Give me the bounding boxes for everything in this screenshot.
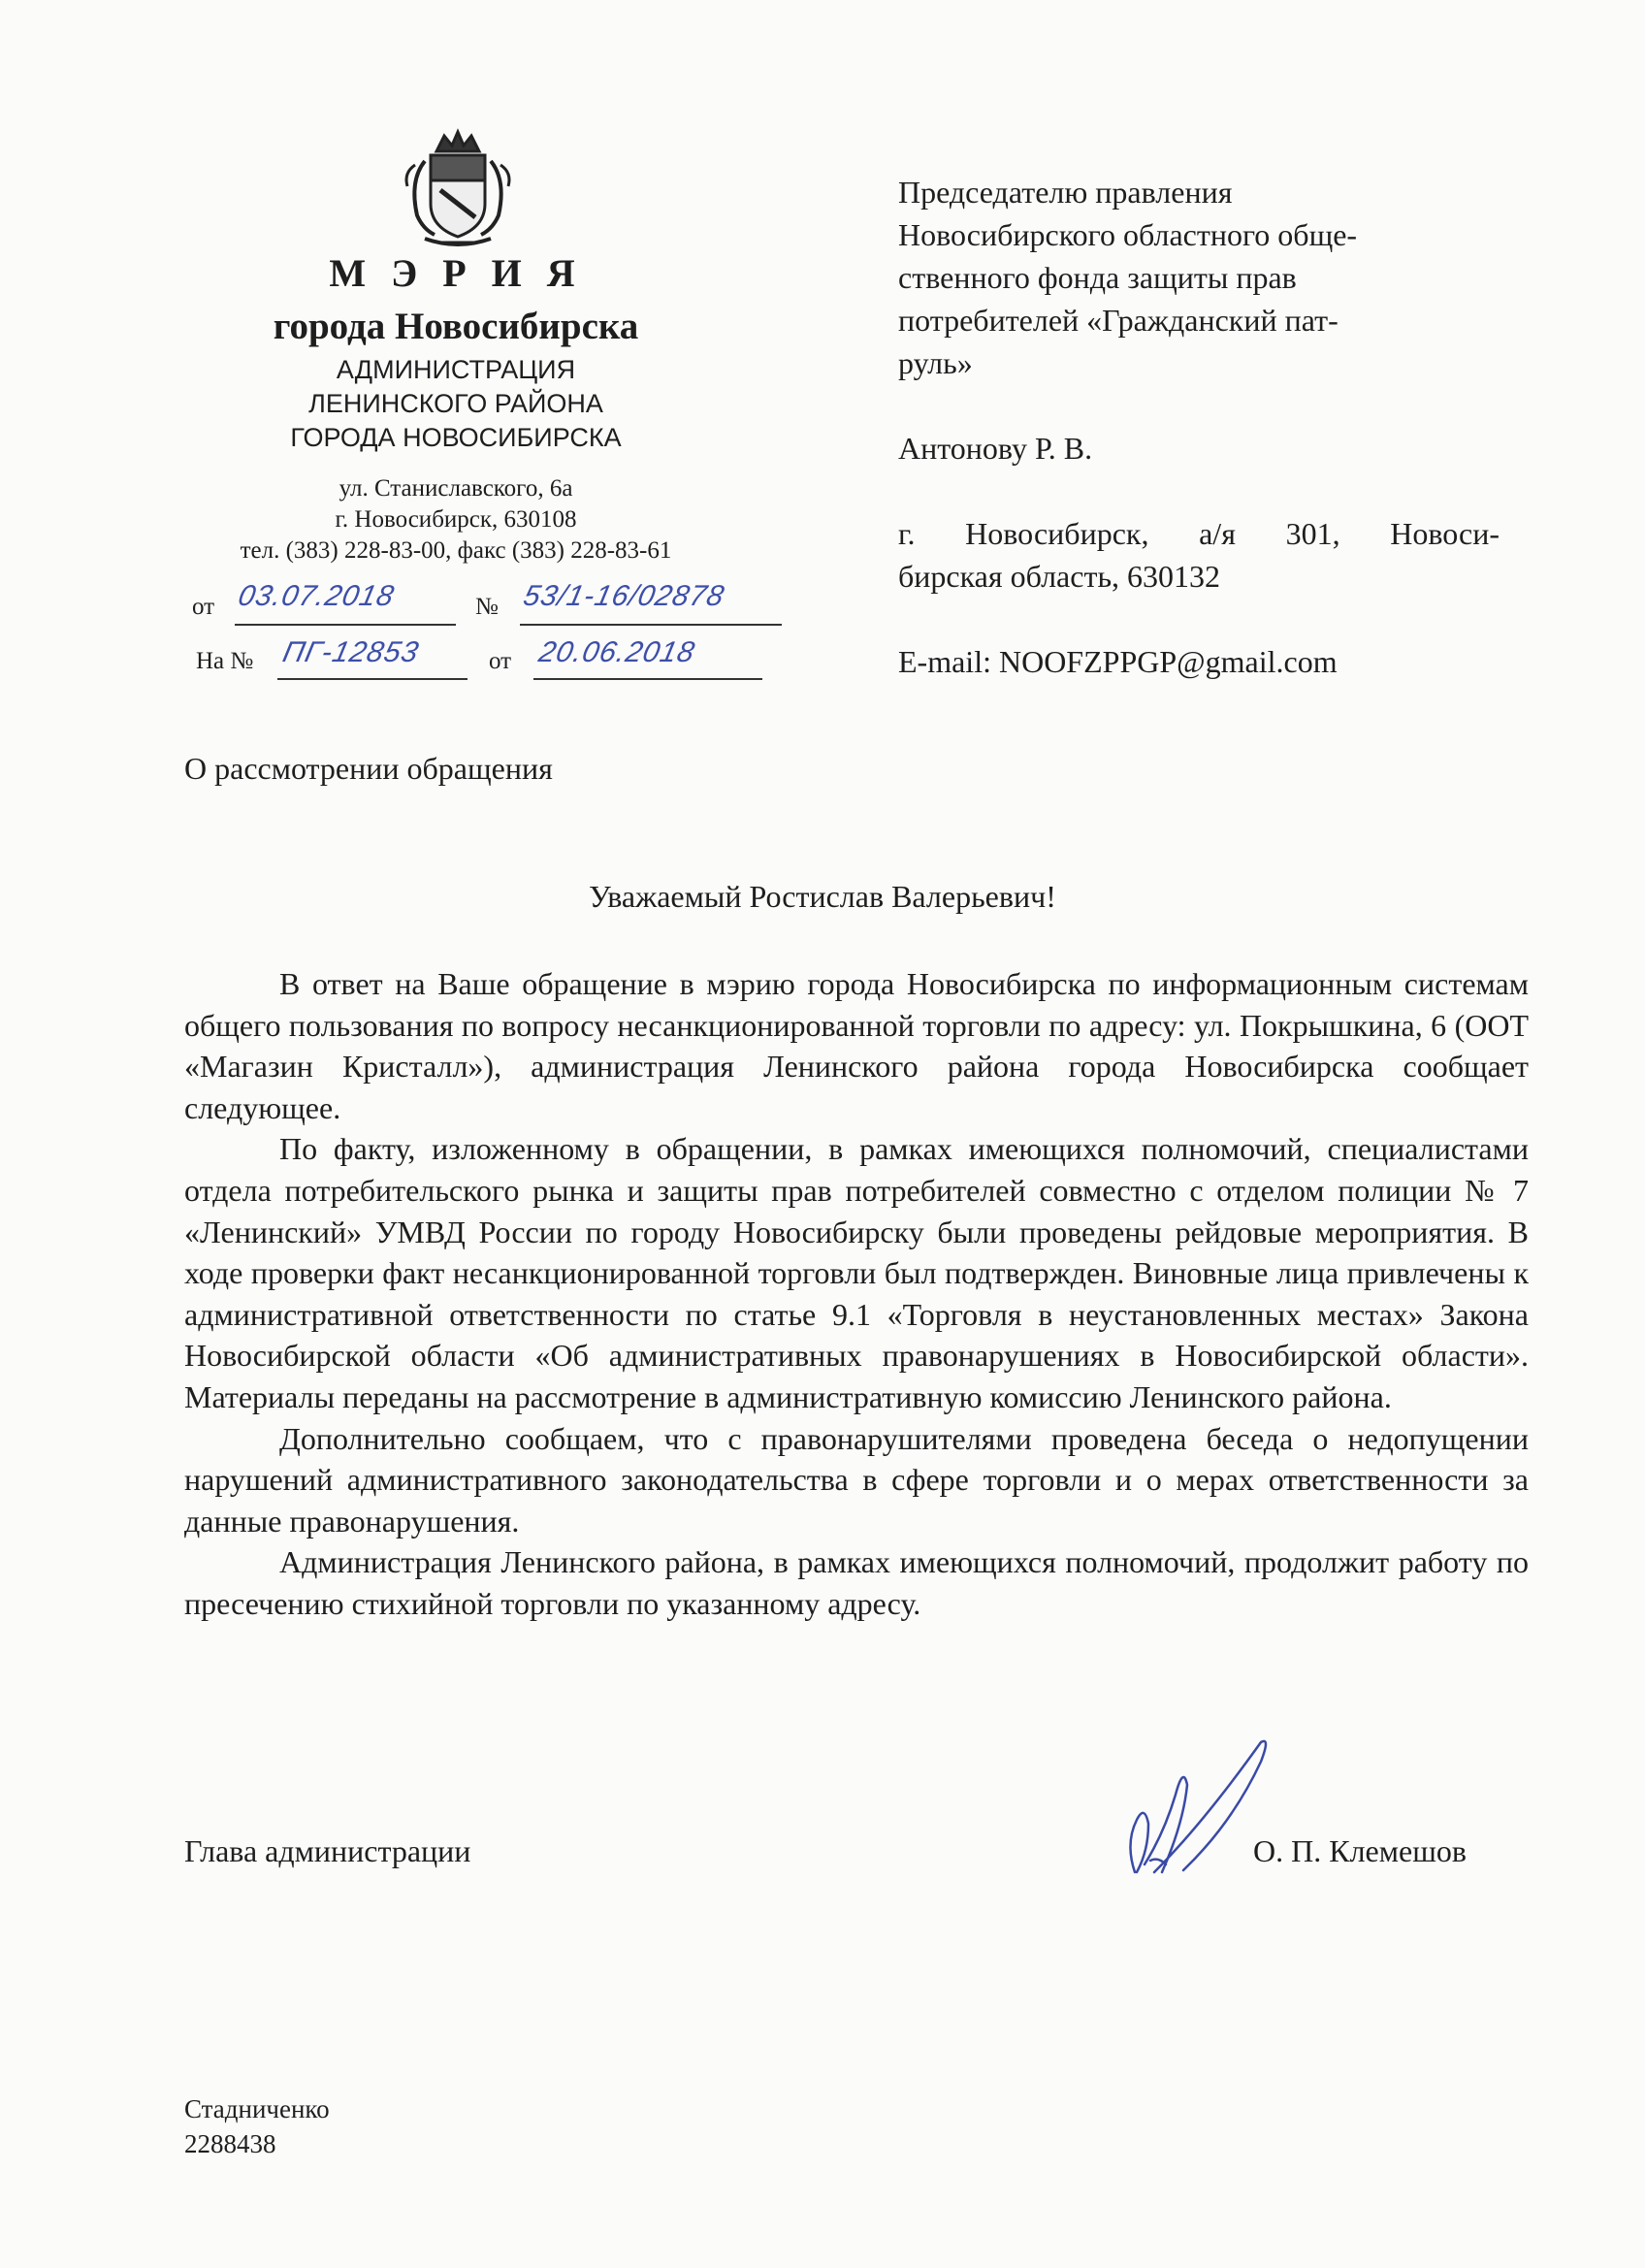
executor-name: Стадниченко (184, 2094, 330, 2123)
reg-ref-from-label: от (489, 648, 512, 674)
reg-ref-date-underline (533, 678, 762, 680)
letter-subject: О рассмотрении обращения (184, 751, 553, 786)
addressee-address-line: бирская область, 630132 (898, 559, 1221, 594)
letter-body (184, 963, 1529, 1625)
addressee-block (898, 171, 1500, 683)
letter-greeting: Уважаемый Ростислав Валерьевич! (589, 879, 1056, 914)
body-paragraph: По факту, изложенному в обращении, в рамках имеющихся полномочий, специалистами отдела потребительского рынка и защиты прав потребителей совместно с отделом полиции № 7 «Ленинский» УМВД России по городу Новосибирску были проведены рейдовые мероприятия. В ходе проверки факт несанкционированной торговли был подтвержден. Виновные лица привлечены к административной ответственности по статье 9.1 «Торговля в неустановленных местах» Закона Новосибирской области «Об административных правонарушениях в Новосибирской области». Материалы переданы на рассмотрение в административную комиссию Ленинского района. (184, 1131, 1529, 1414)
addressee-email: E-mail: NOOFZPPGP@gmail.com (898, 644, 1338, 679)
reg-ref-date-handwritten: 20.06.2018 (535, 636, 698, 668)
letterhead-title: М Э Р И Я (329, 251, 583, 295)
body-paragraph: Администрация Ленинского района, в рамках имеющихся полномочий, продолжит работу по пресечению стихийной торговли по указанному адресу. (184, 1544, 1529, 1621)
address-line: ул. Станиславского, 6а (339, 475, 573, 502)
reg-ref-number-handwritten: ПГ-12853 (279, 636, 423, 668)
addressee-address-line: г. Новосибирск, а/я 301, Новоси- (898, 516, 1500, 551)
address-line: г. Новосибирск, 630108 (335, 506, 577, 533)
addressee-name: Антонову Р. В. (898, 431, 1093, 466)
executor-block (184, 2091, 330, 2161)
addressee-line: Председателю правления (898, 175, 1233, 210)
reg-ref-label: На № (196, 648, 254, 674)
reg-date-underline (235, 624, 456, 626)
coat-of-arms-icon (396, 122, 520, 248)
admin-line: ГОРОДА НОВОСИБИРСКА (290, 423, 622, 452)
reg-number-handwritten: 53/1-16/02878 (520, 580, 728, 612)
addressee-line: потребителей «Гражданский пат- (898, 303, 1339, 338)
letterhead-address (165, 473, 747, 567)
signatory-title: Глава администрации (184, 1833, 471, 1868)
reg-date-handwritten: 03.07.2018 (235, 580, 398, 612)
admin-line: АДМИНИСТРАЦИЯ (336, 355, 576, 384)
admin-line: ЛЕНИНСКОГО РАЙОНА (308, 389, 603, 418)
letterhead-city: города Новосибирска (273, 306, 639, 347)
reg-from-label: от (192, 594, 215, 620)
addressee-line: ственного фонда защиты прав (898, 260, 1297, 295)
reg-ref-number-underline (277, 678, 468, 680)
body-paragraph: В ответ на Ваше обращение в мэрию города Новосибирска по информационным системам общего пользования по вопросу несанкционированной торговли по адресу: ул. Покрышкина, 6 (ООТ «Магазин Кристалл»), администрация Ленинского района города Новосибирска сообщает следующее. (184, 966, 1529, 1125)
reg-number-underline (520, 624, 782, 626)
signatory-name: О. П. Клемешов (1253, 1833, 1467, 1868)
executor-phone: 2288438 (184, 2129, 276, 2158)
address-line: тел. (383) 228-83-00, факс (383) 228-83-61 (240, 537, 672, 564)
reg-number-label: № (475, 594, 499, 620)
letterhead-admin (165, 353, 747, 455)
addressee-line: руль» (898, 345, 973, 380)
addressee-line: Новосибирского областного обще- (898, 217, 1358, 252)
body-paragraph: Дополнительно сообщаем, что с правонарушителями проведена беседа о недопущении нарушений административного законодательства в сфере торговли и о мерах ответственности за данные правонарушения. (184, 1420, 1529, 1539)
